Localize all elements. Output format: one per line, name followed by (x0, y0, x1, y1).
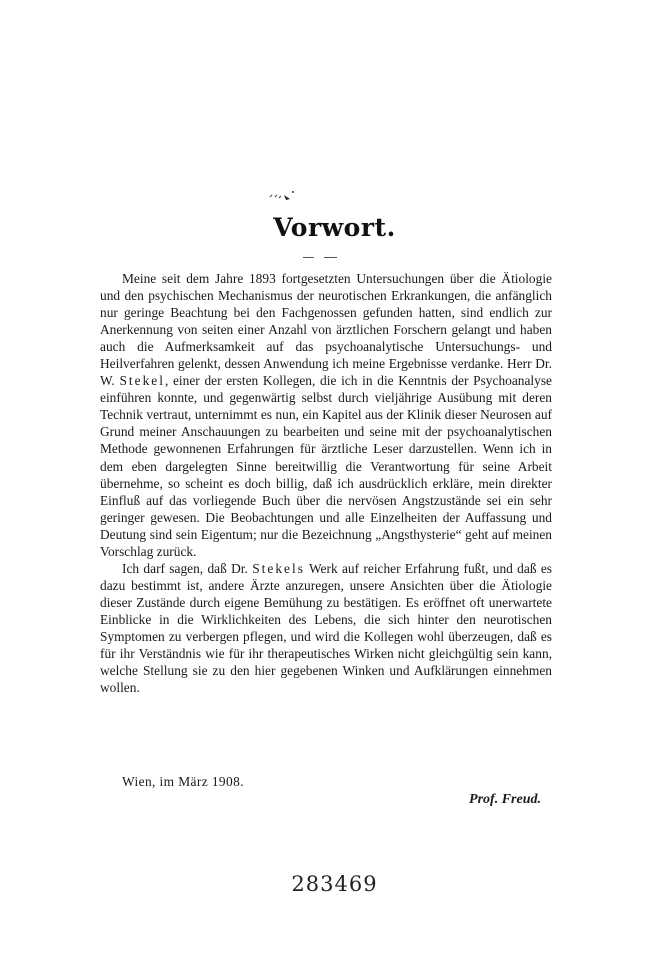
text-run: Meine seit dem Jahre 1893 fortgesetzten Untersuchungen über die Ätiologie und den psychischen Mechanismus der neurotischen Erkrankungen, die anfänglich nur geringe Beachtung bei den Fachgenossen gefunden hatten, sind endlich zur Anerkennung von seiten einer Anzahl von ärztlichen Forschern gelangt und haben auch die Aufmerksamkeit auf das psychoanalytische Untersuchungs- und Heilverfahren gelenkt, dessen Anwendung ich meine Ergebnisse verdanke. Herr Dr. W. (100, 271, 552, 389)
catalog-number: 283469 (291, 872, 378, 896)
signature: Prof. Freud. (469, 792, 541, 807)
title-rule-left (303, 257, 314, 258)
dateline: Wien, im März 1908. (122, 774, 244, 789)
paragraph (100, 270, 552, 560)
page-title: Vorwort. (273, 213, 396, 242)
paragraph (100, 560, 552, 696)
title-rule-right (324, 257, 337, 258)
author-name-spaced: Stekels (252, 560, 305, 576)
foreword-body (100, 270, 552, 696)
text-run: , einer der ersten Kollegen, die ich in die Kenntnis der Psychoanalyse einführen konnte, und gegenwärtig selbst durch vieljährige Ausübung mit deren Technik vertraut, unternimmt es nun, ein Kapitel aus der Klinik dieser Neurosen auf Grund meiner Anschauungen zu bearbeiten und seine mit der psychoanalytischen Methode gewonnenen Erfahrungen für ärztliche Leser darzustellen. Wenn ich in dem eben dargelegten Sinne bereitwillig die Verantwortung für seine Arbeit übernehme, so scheint es doch billig, daß ich ausdrücklich erkläre, mein direkter Einfluß auf das vorliegende Buch über die nervösen Angstzustände sei ein sehr geringer gewesen. Die Beobachtungen und alle Einzelheiten der Auffassung und Deutung sind sein Eigentum; nur die Bezeichnung „Angsthysterie“ geht auf meinen Vorschlag zurück. (100, 373, 552, 559)
text-run: Werk auf reicher Erfahrung fußt, und daß es dazu bestimmt ist, andere Ärzte anzuregen, unsere Ansichten über die Ätiologie dieser Zustände durch eigene Bemühung zu bestätigen. Es eröffnet oft unerwartete Einblicke in die Wirklichkeiten des Lebens, die sich hinter den neurotischen Symptomen zu verbergen pflegen, und wird die Kollegen wohl überzeugen, daß es für ihr Verständnis wie für ihr therapeutisches Wirken nicht gleichgültig sein kann, welche Stellung sie zu den hier gegebenen Winken und Aufklärungen einnehmen wollen. (100, 560, 552, 696)
text-run: Ich darf sagen, daß Dr. (122, 560, 253, 576)
ink-mark (266, 188, 306, 206)
author-name-spaced: Stekel (119, 373, 165, 389)
